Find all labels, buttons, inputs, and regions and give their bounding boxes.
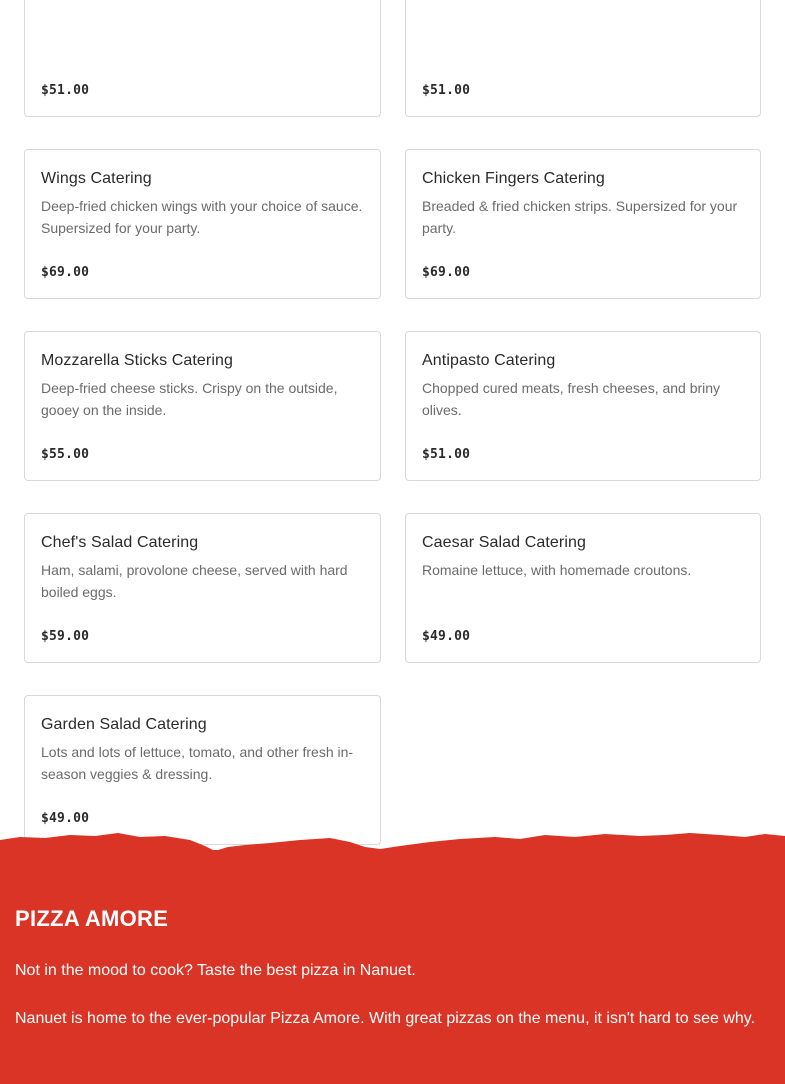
site-footer bbox=[0, 828, 785, 1084]
menu-item-title: Chef's Salad Catering bbox=[41, 534, 199, 551]
menu-item-title: Garden Salad Catering bbox=[41, 716, 207, 733]
menu-item-card-mozzarella-sticks[interactable] bbox=[24, 331, 381, 481]
footer-paragraph: Nanuet is home to the ever-popular Pizza Amore. With great pizzas on the menu, it isn't hard to see why. bbox=[15, 1010, 756, 1027]
footer-tagline: Not in the mood to cook? Taste the best pizza in Nanuet. bbox=[15, 962, 416, 979]
menu-item-description: Chopped cured meats, fresh cheeses, and briny olives. bbox=[422, 380, 721, 418]
menu-item-description: Breaded & fried chicken strips. Supersized for your party. bbox=[422, 198, 738, 236]
menu-item-card-chefs-salad[interactable] bbox=[24, 513, 381, 663]
menu-item-price: $51.00 bbox=[422, 447, 471, 462]
menu-item-card-caesar-salad[interactable] bbox=[405, 513, 761, 663]
menu-item-price: $59.00 bbox=[41, 629, 90, 644]
menu-item-price: $69.00 bbox=[422, 265, 471, 280]
menu-item-title: Antipasto Catering bbox=[422, 352, 556, 369]
menu-item-title: Wings Catering bbox=[41, 170, 152, 187]
menu-item-title: Caesar Salad Catering bbox=[422, 534, 586, 551]
menu-item-card-chicken-fingers[interactable] bbox=[405, 149, 761, 299]
menu-item-price: $51.00 bbox=[422, 83, 471, 98]
menu-item-price: $55.00 bbox=[41, 447, 90, 462]
menu-item-title: Mozzarella Sticks Catering bbox=[41, 352, 233, 369]
menu-item-description bbox=[422, 0, 744, 35]
menu-item-description: Ham, salami, provolone cheese, served with hard boiled eggs. bbox=[41, 562, 348, 600]
menu-item-description: Deep-fried chicken wings with your choice of sauce. Supersized for your party. bbox=[41, 198, 363, 236]
menu-item-card[interactable] bbox=[24, 0, 381, 117]
menu-item-price: $51.00 bbox=[41, 83, 90, 98]
menu-item-card[interactable] bbox=[405, 0, 761, 117]
brand-heading: PIZZA AMORE bbox=[15, 906, 169, 931]
menu-item-price: $49.00 bbox=[41, 811, 90, 826]
menu-item-card-wings[interactable] bbox=[24, 149, 381, 299]
menu-item-description: Romaine lettuce, with homemade croutons. bbox=[422, 562, 692, 578]
menu-item-title: Chicken Fingers Catering bbox=[422, 170, 605, 187]
menu-item-description: Lots and lots of lettuce, tomato, and other fresh in-season veggies & dressing. bbox=[41, 744, 354, 782]
menu-item-price: $49.00 bbox=[422, 629, 471, 644]
menu-item-description: Deep-fried cheese sticks. Crispy on the outside, gooey on the inside. bbox=[41, 380, 338, 418]
menu-item-card-antipasto[interactable] bbox=[405, 331, 761, 481]
menu-item-description bbox=[41, 0, 364, 35]
menu-item-card-garden-salad[interactable] bbox=[24, 695, 381, 845]
menu-item-price: $69.00 bbox=[41, 265, 90, 280]
catering-menu-grid bbox=[24, 0, 761, 845]
